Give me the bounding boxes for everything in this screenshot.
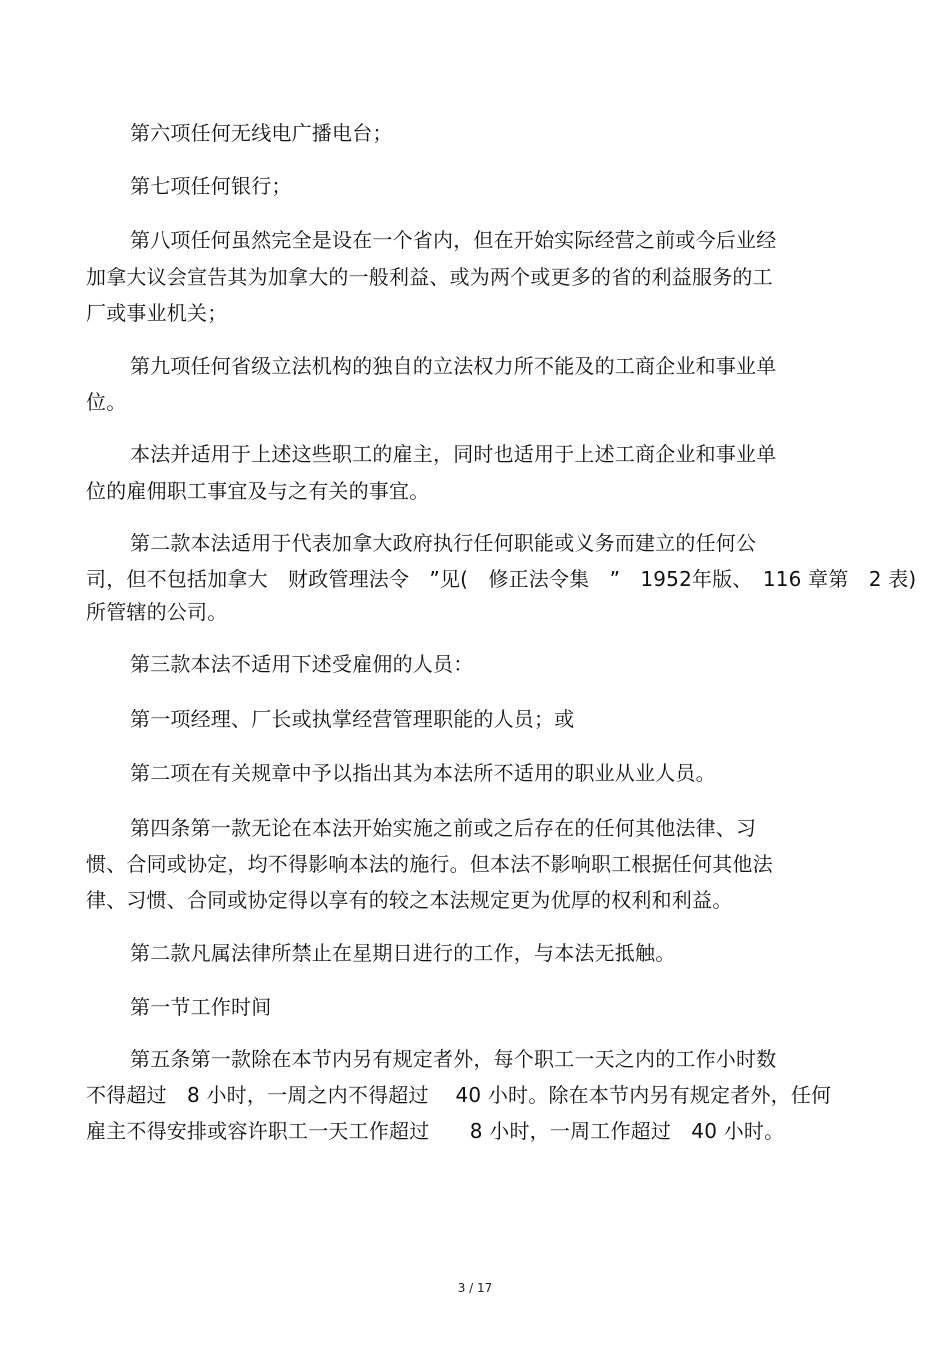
text-line: 位的雇佣职工事宜及与之有关的事宜。 — [86, 479, 430, 503]
text-line: 律、习惯、合同或协定得以享有的较之本法规定更为优厚的权利和利益。 — [86, 888, 733, 912]
text-line: 第六项任何无线电广播电台； — [130, 121, 393, 145]
text-line: 雇主不得安排或容许职工一天工作超过 8 小时，一周工作超过 40 小时。 — [86, 1119, 785, 1143]
text-line: 惯、合同或协定，均不得影响本法的施行。但本法不影响职工根据任何其他法 — [86, 852, 773, 876]
text-line: 加拿大议会宣告其为加拿大的一般利益、或为两个或更多的省的利益服务的工 — [86, 265, 773, 289]
text-line: 本法并适用于上述这些职工的雇主，同时也适用于上述工商企业和事业单 — [130, 442, 777, 466]
text-line: 第二款凡属法律所禁止在星期日进行的工作，与本法无抵触。 — [130, 941, 676, 965]
text-line: 不得超过 8 小时，一周之内不得超过 40 小时。除在本节内另有规定者外，任何 — [86, 1083, 832, 1107]
text-line: 司，但不包括加拿大 财政管理法令 ”见( 修正法令集 ” 1952年版、 116 章第 2 表) — [86, 567, 917, 591]
text-line: 第九项任何省级立法机构的独自的立法权力所不能及的工商企业和事业单 — [130, 354, 777, 378]
text-line: 所管辖的公司。 — [86, 600, 228, 624]
text-line: 第一项经理、厂长或执掌经营管理职能的人员；或 — [130, 707, 575, 731]
text-line: 位。 — [86, 390, 127, 414]
text-line: 第五条第一款除在本节内另有规定者外，每个职工一天之内的工作小时数 — [130, 1047, 777, 1071]
text-line: 第二项在有关规章中予以指出其为本法所不适用的职业从业人员。 — [130, 761, 716, 785]
section-heading: 第一节工作时间 — [130, 995, 272, 1019]
text-line: 第八项任何虽然完全是设在一个省内，但在开始实际经营之前或今后业经 — [130, 228, 777, 252]
text-line: 第七项任何银行； — [130, 174, 292, 198]
text-line: 第三款本法不适用下述受雇佣的人员： — [130, 652, 474, 676]
page-number: 3 / 17 — [457, 1281, 493, 1295]
text-line: 第四条第一款无论在本法开始实施之前或之后存在的任何其他法律、习 — [130, 816, 757, 840]
text-line: 厂或事业机关； — [86, 301, 228, 325]
text-line: 第二款本法适用于代表加拿大政府执行任何职能或义务而建立的任何公 — [130, 531, 757, 555]
